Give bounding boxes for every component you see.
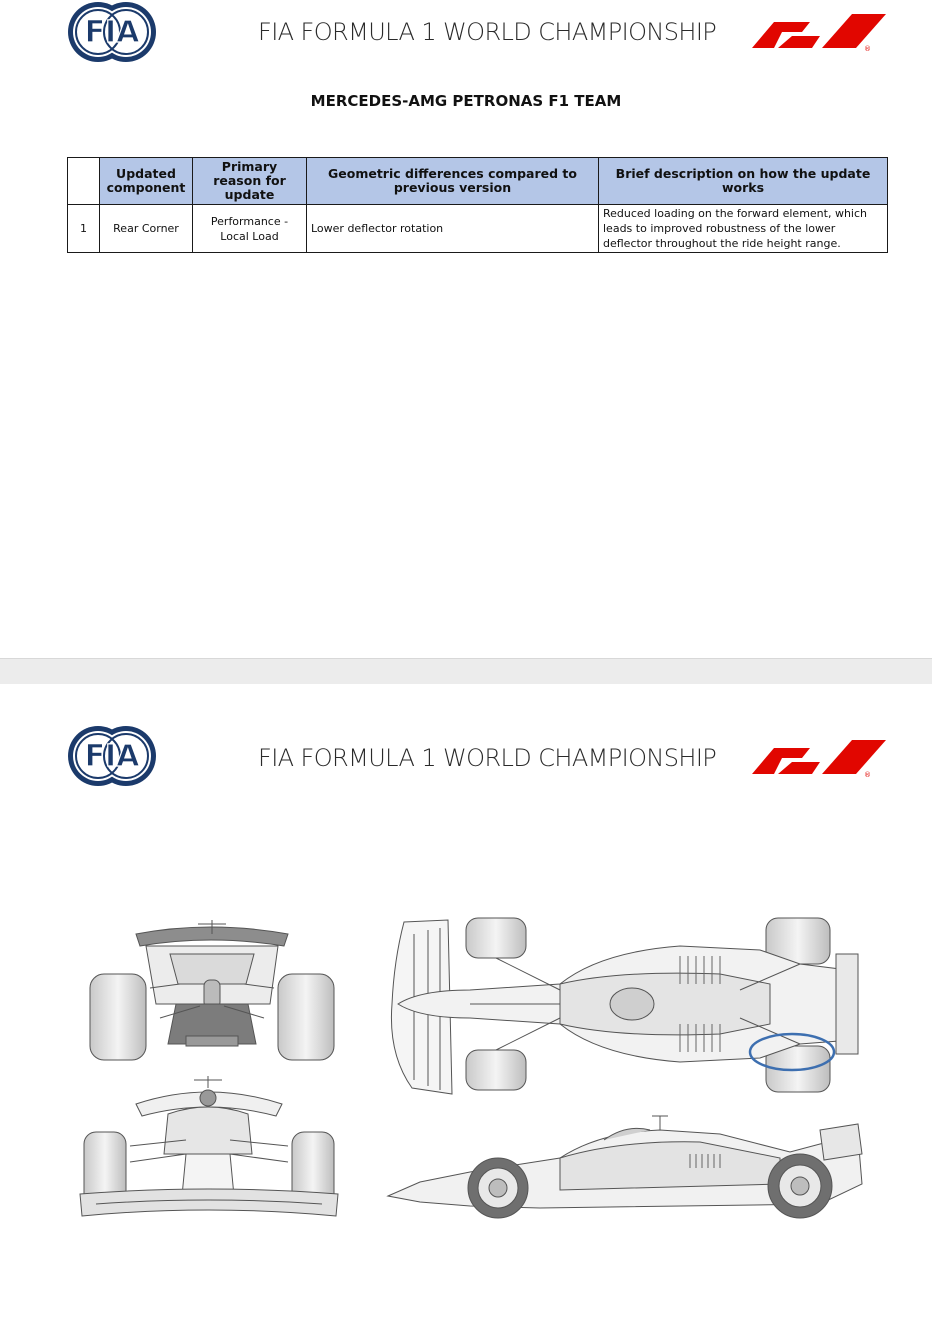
f1-logo [752,12,888,52]
svg-text:FIA: FIA [84,15,140,50]
header-title: FIA FORMULA 1 WORLD CHAMPIONSHIP [258,744,717,772]
car-technical-drawings [0,684,932,1340]
updates-table [67,157,888,253]
rear-view-drawing [90,920,334,1060]
document-page-2 [0,684,932,1340]
cell-component: Rear Corner [100,205,193,253]
table-header-row [68,158,888,205]
cell-number: 1 [68,205,100,253]
column-header-reason: Primary reason for update [193,158,307,205]
cell-description: Reduced loading on the forward element, which leads to improved robustness of the lower deflector throughout the ride height range. [599,205,888,253]
cell-reason: Performance - Local Load [193,205,307,253]
svg-text:®: ® [864,771,871,778]
column-header-number [68,158,100,205]
column-header-description: Brief description on how the update works [599,158,888,205]
top-view-drawing [391,918,858,1094]
side-view-drawing [388,1116,862,1218]
cell-geometric-differences: Lower deflector rotation [307,205,599,253]
svg-text:F1: F1 [752,12,754,13]
table-row [68,205,888,253]
fia-logo [66,0,158,64]
header-title: FIA FORMULA 1 WORLD CHAMPIONSHIP [258,18,717,46]
column-header-component: Updated component [100,158,193,205]
front-view-drawing [80,1076,338,1216]
team-title: MERCEDES-AMG PETRONAS F1 TEAM [310,92,622,110]
column-header-geometric: Geometric differences compared to previous version [307,158,599,205]
page-separator [0,658,932,686]
svg-text:FIA: FIA [84,739,140,774]
document-page-1 [0,0,932,658]
svg-text:®: ® [864,45,871,52]
